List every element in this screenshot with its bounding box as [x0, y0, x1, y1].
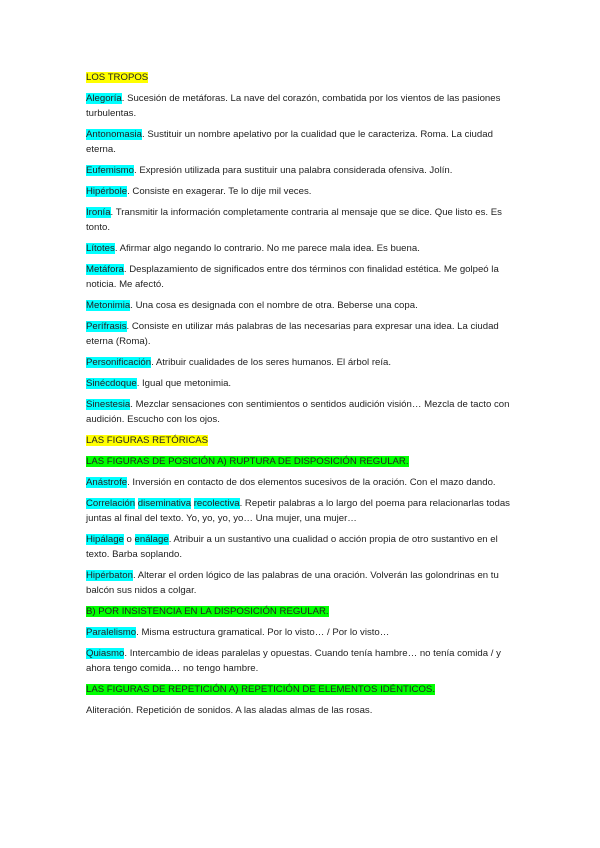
- tropo-definition: . Una cosa es designada con el nombre de otra. Beberse una copa.: [130, 300, 418, 311]
- tropo-term: Sinestesia: [86, 399, 131, 410]
- tropo-entry: [86, 355, 516, 370]
- tropo-definition: . Sustituir un nombre apelativo por la cualidad que le caracteriza. Roma. La ciudad eterna.: [86, 129, 493, 155]
- figura-definition: . Repetir palabras a lo largo del poema para relacionarlas todas juntas al final del texto. Yo, yo, yo, yo… Una mujer, una mujer…: [86, 498, 510, 524]
- figura-definition: . Atribuir a un sustantivo una cualidad o acción propia de otro sustantivo en el texto. Barba soplando.: [86, 534, 498, 560]
- tropo-term: Metonimia: [86, 300, 131, 311]
- tropo-entry: [86, 262, 516, 292]
- figura-term: Hipérbaton: [86, 570, 133, 581]
- figura-definition: . Inversión en contacto de dos elementos sucesivos de la oración. Con el mazo dando.: [127, 477, 496, 488]
- document-body: [86, 70, 516, 724]
- tropo-term: Alegoría: [86, 93, 122, 104]
- heading-text: B) POR INSISTENCIA EN LA DISPOSICIÓN REGULAR.: [86, 606, 329, 617]
- figura-entry: [86, 625, 516, 640]
- tropo-definition: . Atribuir cualidades de los seres humanos. El árbol reía.: [151, 357, 392, 368]
- tropo-definition: . Consiste en exagerar. Te lo dije mil veces.: [127, 186, 312, 197]
- tropo-entry: [86, 241, 516, 256]
- tropo-entry: [86, 91, 516, 121]
- tropo-term: Perífrasis: [86, 321, 127, 332]
- tropo-definition: . Igual que metonimia.: [136, 378, 232, 389]
- tropo-entry: [86, 319, 516, 349]
- figura-term: recolectiva: [193, 498, 240, 509]
- tropo-entry: [86, 184, 516, 199]
- tropo-definition: . Desplazamiento de significados entre dos términos con finalidad estética. Me golpeó la noticia. Me afectó.: [86, 264, 499, 290]
- tropo-entry: [86, 397, 516, 427]
- section-heading-posicion: [86, 454, 516, 469]
- figura-term: Hipálage: [86, 534, 124, 545]
- tropo-definition: . Consiste en utilizar más palabras de las necesarias para expresar una idea. La ciudad eterna (Roma).: [86, 321, 499, 347]
- tropo-term: Antonomasia: [86, 129, 142, 140]
- tropo-term: Lítotes: [86, 243, 115, 254]
- figura-term: Quiasmo: [86, 648, 125, 659]
- tropo-term: Metáfora: [86, 264, 124, 275]
- figura-entry: [86, 475, 516, 490]
- tropo-definition: . Expresión utilizada para sustituir una palabra considerada ofensiva. Jolín.: [133, 165, 453, 176]
- figura-definition: Aliteración. Repetición de sonidos. A las aladas almas de las rosas.: [86, 705, 373, 716]
- figura-term: Correlación: [86, 498, 136, 509]
- section-heading-insistencia: [86, 604, 516, 619]
- figura-term: Anástrofe: [86, 477, 128, 488]
- tropo-definition: . Afirmar algo negando lo contrario. No me parece mala idea. Es buena.: [114, 243, 420, 254]
- figura-entry: [86, 496, 516, 526]
- tropo-definition: . Mezclar sensaciones con sentimientos o sentidos audición visión… Mezcla de tacto con audición. Escucho con los ojos.: [86, 399, 510, 425]
- tropo-entry: [86, 205, 516, 235]
- figura-term: diseminativa: [137, 498, 192, 509]
- figura-term: Paralelismo: [86, 627, 137, 638]
- tropo-term: Sinécdoque: [86, 378, 137, 389]
- figura-definition: . Intercambio de ideas paralelas y opuestas. Cuando tenía hambre… no tenía comida / y ahora tengo comida… no tengo hambre.: [86, 648, 501, 674]
- figura-entry: [86, 532, 516, 562]
- tropo-term: Eufemismo: [86, 165, 134, 176]
- section-heading-figuras: [86, 433, 516, 448]
- figura-term: enálage: [134, 534, 169, 545]
- tropo-term: Hipérbole: [86, 186, 128, 197]
- heading-text: LAS FIGURAS DE REPETICIÓN A) REPETICIÓN DE ELEMENTOS IDÉNTICOS.: [86, 684, 435, 695]
- tropo-entry: [86, 376, 516, 391]
- figura-entry: [86, 646, 516, 676]
- separator: o: [123, 534, 135, 545]
- figura-definition: . Alterar el orden lógico de las palabras de una oración. Volverán las golondrinas en tu balcón sus nidos a colgar.: [86, 570, 499, 596]
- figura-definition: . Misma estructura gramatical. Por lo visto… / Por lo visto…: [136, 627, 390, 638]
- section-heading-tropos: [86, 70, 516, 85]
- tropo-term: Personificación: [86, 357, 152, 368]
- heading-text: LAS FIGURAS RETÓRICAS: [86, 435, 209, 446]
- tropo-term: Ironía: [86, 207, 111, 218]
- heading-text: LOS TROPOS: [86, 72, 149, 83]
- figura-entry-aliteracion: [86, 703, 516, 718]
- tropo-entry: [86, 298, 516, 313]
- tropo-entry: [86, 127, 516, 157]
- heading-text: LAS FIGURAS DE POSICIÓN A) RUPTURA DE DISPOSICIÓN REGULAR.: [86, 456, 409, 467]
- tropo-definition: . Sucesión de metáforas. La nave del corazón, combatida por los vientos de las pasiones turbulentas.: [86, 93, 501, 119]
- tropo-definition: . Transmitir la información completamente contraria al mensaje que se dice. Que listo es. Es tonto.: [86, 207, 502, 233]
- figura-entry: [86, 568, 516, 598]
- tropo-entry: [86, 163, 516, 178]
- section-heading-repeticion: [86, 682, 516, 697]
